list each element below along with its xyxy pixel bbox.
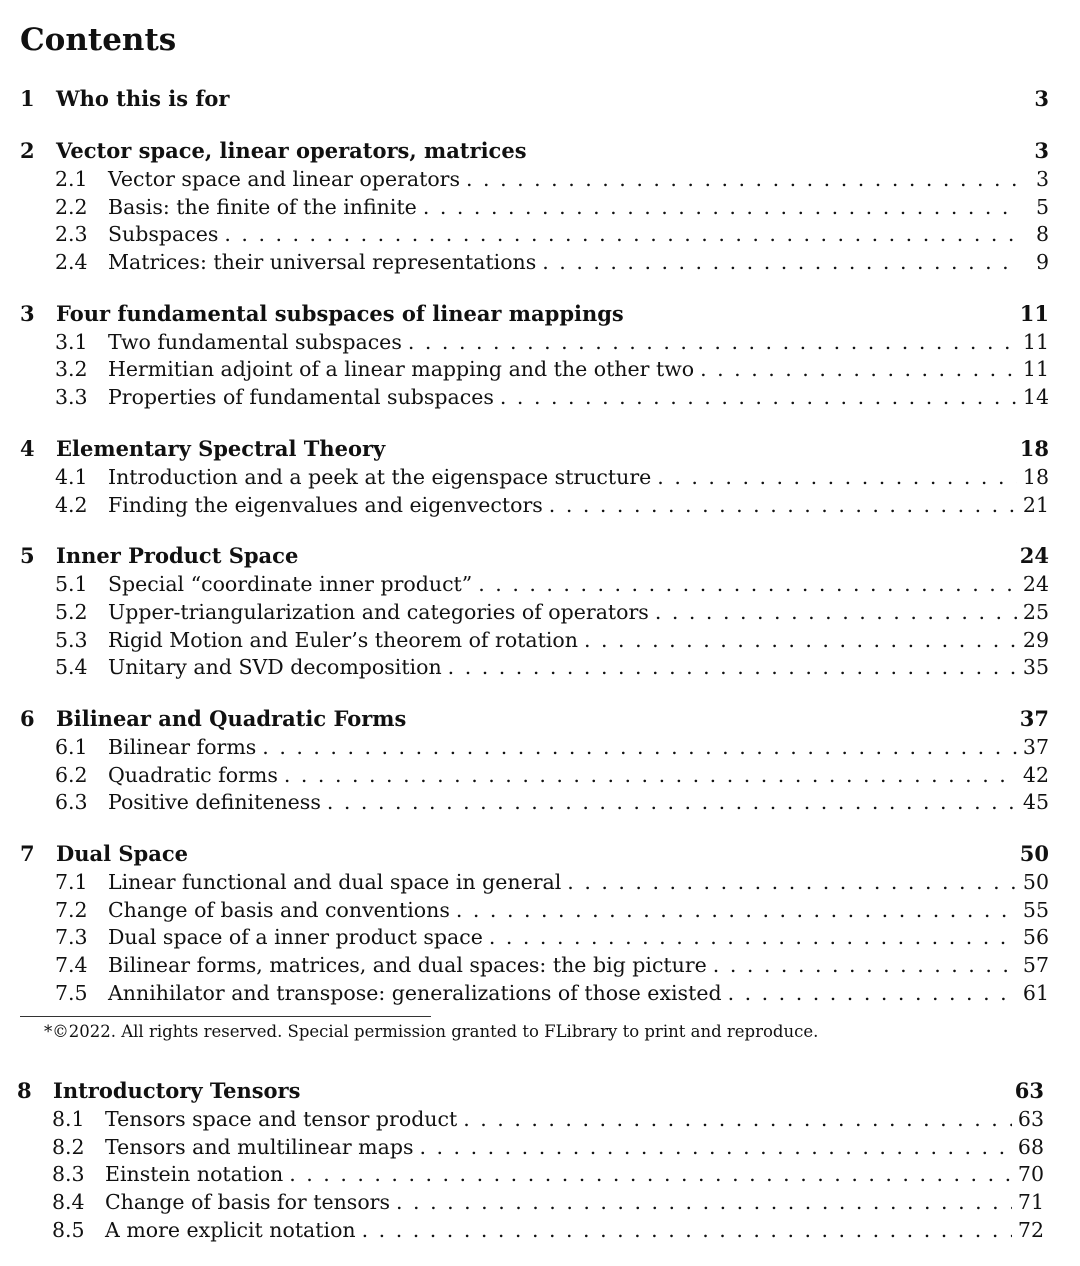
section-entry[interactable]	[20, 329, 1049, 357]
chapter-page-number: 3	[1034, 138, 1049, 163]
section-entry[interactable]	[20, 599, 1049, 627]
section-page-number: 24	[1022, 572, 1049, 597]
section-title: Bilinear forms, matrices, and dual spaces: the big picture	[108, 953, 707, 978]
section-entry[interactable]	[20, 924, 1049, 952]
chapter-block	[20, 704, 1049, 817]
chapter-page-number: 63	[1014, 1078, 1044, 1103]
chapter-title: Bilinear and Quadratic Forms	[56, 705, 407, 731]
dot-leader	[419, 1134, 1011, 1162]
section-title: Einstein notation	[105, 1162, 284, 1187]
section-entry[interactable]	[20, 194, 1049, 222]
chapter-title: Four fundamental subspaces of linear mappings	[56, 300, 624, 326]
section-number: 7.5	[55, 980, 88, 1005]
section-title: Rigid Motion and Euler’s theorem of rotation	[108, 627, 578, 652]
footnote-rule	[20, 1016, 431, 1017]
section-page-number: 45	[1022, 790, 1049, 815]
section-number: 2.2	[55, 194, 88, 219]
section-entry[interactable]	[20, 356, 1049, 384]
section-page-number: 72	[1017, 1217, 1044, 1242]
section-title: Positive definiteness	[108, 790, 321, 815]
section-entry[interactable]	[20, 869, 1049, 897]
section-entry[interactable]	[20, 654, 1049, 682]
section-entry[interactable]	[17, 1106, 1044, 1134]
section-entry[interactable]	[17, 1134, 1044, 1162]
section-page-number: 70	[1017, 1162, 1044, 1187]
chapter-block	[20, 299, 1049, 412]
section-number: 8.3	[52, 1162, 85, 1187]
section-page-number: 68	[1017, 1134, 1044, 1159]
section-number: 2.4	[55, 250, 88, 275]
section-number: 7.1	[55, 870, 88, 894]
section-title: Change of basis and conventions	[108, 897, 450, 922]
dot-leader	[655, 599, 1017, 627]
section-entry[interactable]	[20, 627, 1049, 655]
section-page-number: 3	[1035, 167, 1049, 191]
section-entry[interactable]	[20, 734, 1049, 762]
chapter-page-number: 11	[1019, 300, 1049, 326]
dot-leader	[423, 194, 1019, 222]
chapter-number: 2	[20, 138, 35, 163]
chapter-block	[17, 1076, 1044, 1244]
chapter-entry[interactable]	[20, 704, 1049, 734]
dot-leader	[542, 249, 1019, 277]
section-entry[interactable]	[20, 221, 1049, 249]
section-page-number: 35	[1022, 655, 1049, 680]
section-page-number: 8	[1035, 222, 1049, 247]
dot-leader	[456, 897, 1017, 925]
chapter-number: 6	[20, 705, 35, 731]
section-title: Hermitian adjoint of a linear mapping and the other two	[108, 357, 695, 382]
section-number: 8.4	[52, 1190, 85, 1215]
section-title: Quadratic forms	[108, 762, 278, 787]
dot-leader	[327, 789, 1017, 817]
dot-leader	[408, 329, 1017, 357]
section-entry[interactable]	[17, 1189, 1044, 1217]
section-title: Basis: the finite of the infinite	[108, 194, 417, 219]
section-number: 7.4	[55, 953, 88, 978]
dot-leader	[448, 654, 1017, 682]
section-title: Linear functional and dual space in general	[108, 870, 562, 894]
section-title: Special “coordinate inner product”	[108, 572, 473, 597]
section-page-number: 50	[1022, 870, 1049, 894]
chapter-page-number: 3	[1034, 86, 1049, 111]
chapter-entry[interactable]	[20, 541, 1049, 571]
dot-leader	[362, 1217, 1012, 1245]
chapter-number: 1	[20, 86, 35, 111]
dot-leader	[584, 627, 1017, 655]
chapter-page-number: 50	[1019, 841, 1049, 866]
dot-leader	[500, 384, 1017, 412]
chapter-block	[20, 136, 1049, 277]
section-page-number: 11	[1022, 357, 1049, 382]
dot-leader	[478, 571, 1017, 599]
section-number: 8.5	[52, 1217, 85, 1242]
section-title: Properties of fundamental subspaces	[108, 385, 494, 410]
chapter-entry[interactable]	[20, 84, 1049, 114]
section-page-number: 18	[1022, 464, 1049, 489]
section-title: Upper-triangularization and categories of operators	[108, 599, 649, 624]
section-page-number: 56	[1022, 925, 1049, 950]
chapter-entry[interactable]	[20, 434, 1049, 464]
section-number: 3.2	[55, 357, 88, 382]
section-number: 3.1	[55, 329, 88, 354]
dot-leader	[567, 869, 1017, 897]
section-number: 5.4	[55, 655, 88, 680]
section-entry[interactable]	[17, 1217, 1044, 1245]
section-entry[interactable]	[20, 571, 1049, 599]
section-number: 5.3	[55, 627, 88, 652]
section-page-number: 57	[1022, 953, 1049, 978]
chapter-page-number: 37	[1019, 705, 1049, 731]
section-number: 6.1	[55, 734, 88, 759]
dot-leader	[489, 924, 1017, 952]
section-entry[interactable]	[20, 249, 1049, 277]
section-title: Change of basis for tensors	[105, 1190, 390, 1215]
chapter-page-number: 24	[1019, 543, 1049, 569]
section-title: Vector space and linear operators	[108, 167, 460, 191]
chapter-title: Vector space, linear operators, matrices	[56, 138, 527, 163]
section-entry[interactable]	[20, 789, 1049, 817]
section-entry[interactable]	[20, 762, 1049, 790]
section-page-number: 14	[1022, 385, 1049, 410]
dot-leader	[463, 1106, 1012, 1134]
section-entry[interactable]	[20, 980, 1049, 1008]
dot-leader	[284, 762, 1017, 790]
section-entry[interactable]	[20, 492, 1049, 520]
chapter-number: 7	[20, 841, 35, 866]
section-page-number: 63	[1017, 1107, 1044, 1131]
contents-heading: Contents	[20, 22, 177, 58]
dot-leader	[289, 1161, 1012, 1189]
section-number: 2.3	[55, 222, 88, 247]
section-number: 8.2	[52, 1134, 85, 1159]
section-entry[interactable]	[20, 166, 1049, 194]
section-title: A more explicit notation	[105, 1217, 356, 1242]
section-entry[interactable]	[20, 384, 1049, 412]
section-number: 7.3	[55, 925, 88, 950]
chapter-number: 5	[20, 543, 35, 569]
dot-leader	[549, 492, 1017, 520]
section-number: 7.2	[55, 897, 88, 922]
chapter-number: 3	[20, 300, 35, 326]
dot-leader	[713, 952, 1017, 980]
chapter-title: Inner Product Space	[56, 543, 299, 569]
dot-leader	[466, 166, 1019, 194]
section-page-number: 21	[1022, 492, 1049, 517]
section-page-number: 5	[1035, 194, 1049, 219]
chapter-number: 4	[20, 435, 35, 461]
section-title: Two fundamental subspaces	[108, 329, 402, 354]
section-page-number: 25	[1022, 599, 1049, 624]
table-of-contents-continued	[17, 1076, 1044, 1266]
chapter-title: Elementary Spectral Theory	[56, 435, 386, 461]
chapter-entry[interactable]	[20, 299, 1049, 329]
section-title: Dual space of a inner product space	[108, 925, 483, 950]
chapter-title: Dual Space	[56, 841, 188, 866]
section-number: 6.2	[55, 762, 88, 787]
section-number: 4.2	[55, 492, 88, 517]
section-number: 2.1	[55, 167, 88, 191]
section-number: 6.3	[55, 790, 88, 815]
section-page-number: 55	[1022, 897, 1049, 922]
chapter-entry[interactable]	[17, 1076, 1044, 1106]
dot-leader	[728, 980, 1017, 1008]
section-entry[interactable]	[17, 1161, 1044, 1189]
chapter-entry[interactable]	[20, 839, 1049, 869]
section-number: 8.1	[52, 1107, 85, 1131]
section-title: Finding the eigenvalues and eigenvectors	[108, 492, 543, 517]
chapter-block	[20, 434, 1049, 519]
chapter-block	[20, 839, 1049, 1007]
section-title: Bilinear forms	[108, 734, 257, 759]
chapter-number: 8	[17, 1078, 32, 1103]
chapter-block	[20, 541, 1049, 682]
section-title: Matrices: their universal representations	[108, 250, 537, 275]
section-number: 5.1	[55, 572, 88, 597]
section-number: 3.3	[55, 385, 88, 410]
section-number: 5.2	[55, 599, 88, 624]
section-title: Unitary and SVD decomposition	[108, 655, 442, 680]
chapter-title: Who this is for	[56, 86, 230, 111]
section-title: Annihilator and transpose: generalizations of those existed	[108, 980, 722, 1005]
dot-leader	[657, 464, 1017, 492]
dot-leader	[224, 221, 1019, 249]
section-page-number: 37	[1022, 734, 1049, 759]
chapter-title: Introductory Tensors	[53, 1078, 301, 1103]
chapter-page-number: 18	[1019, 435, 1049, 461]
dot-leader	[700, 356, 1017, 384]
chapter-block	[20, 84, 1049, 114]
dot-leader	[396, 1189, 1012, 1217]
section-page-number: 61	[1022, 980, 1049, 1005]
section-page-number: 9	[1035, 250, 1049, 275]
section-title: Introduction and a peek at the eigenspace structure	[108, 464, 652, 489]
section-title: Tensors space and tensor product	[105, 1107, 458, 1131]
section-title: Subspaces	[108, 222, 219, 247]
section-number: 4.1	[55, 464, 88, 489]
section-page-number: 42	[1022, 762, 1049, 787]
section-page-number: 11	[1022, 329, 1049, 354]
dot-leader	[262, 734, 1017, 762]
section-page-number: 71	[1017, 1190, 1044, 1215]
section-entry[interactable]	[20, 897, 1049, 925]
table-of-contents	[20, 84, 1049, 1029]
section-page-number: 29	[1022, 627, 1049, 652]
section-entry[interactable]	[20, 952, 1049, 980]
copyright-footnote: *©2022. All rights reserved. Special permission granted to FLibrary to print and reproduce.	[44, 1022, 819, 1041]
section-title: Tensors and multilinear maps	[105, 1134, 414, 1159]
chapter-entry[interactable]	[20, 136, 1049, 166]
section-entry[interactable]	[20, 464, 1049, 492]
